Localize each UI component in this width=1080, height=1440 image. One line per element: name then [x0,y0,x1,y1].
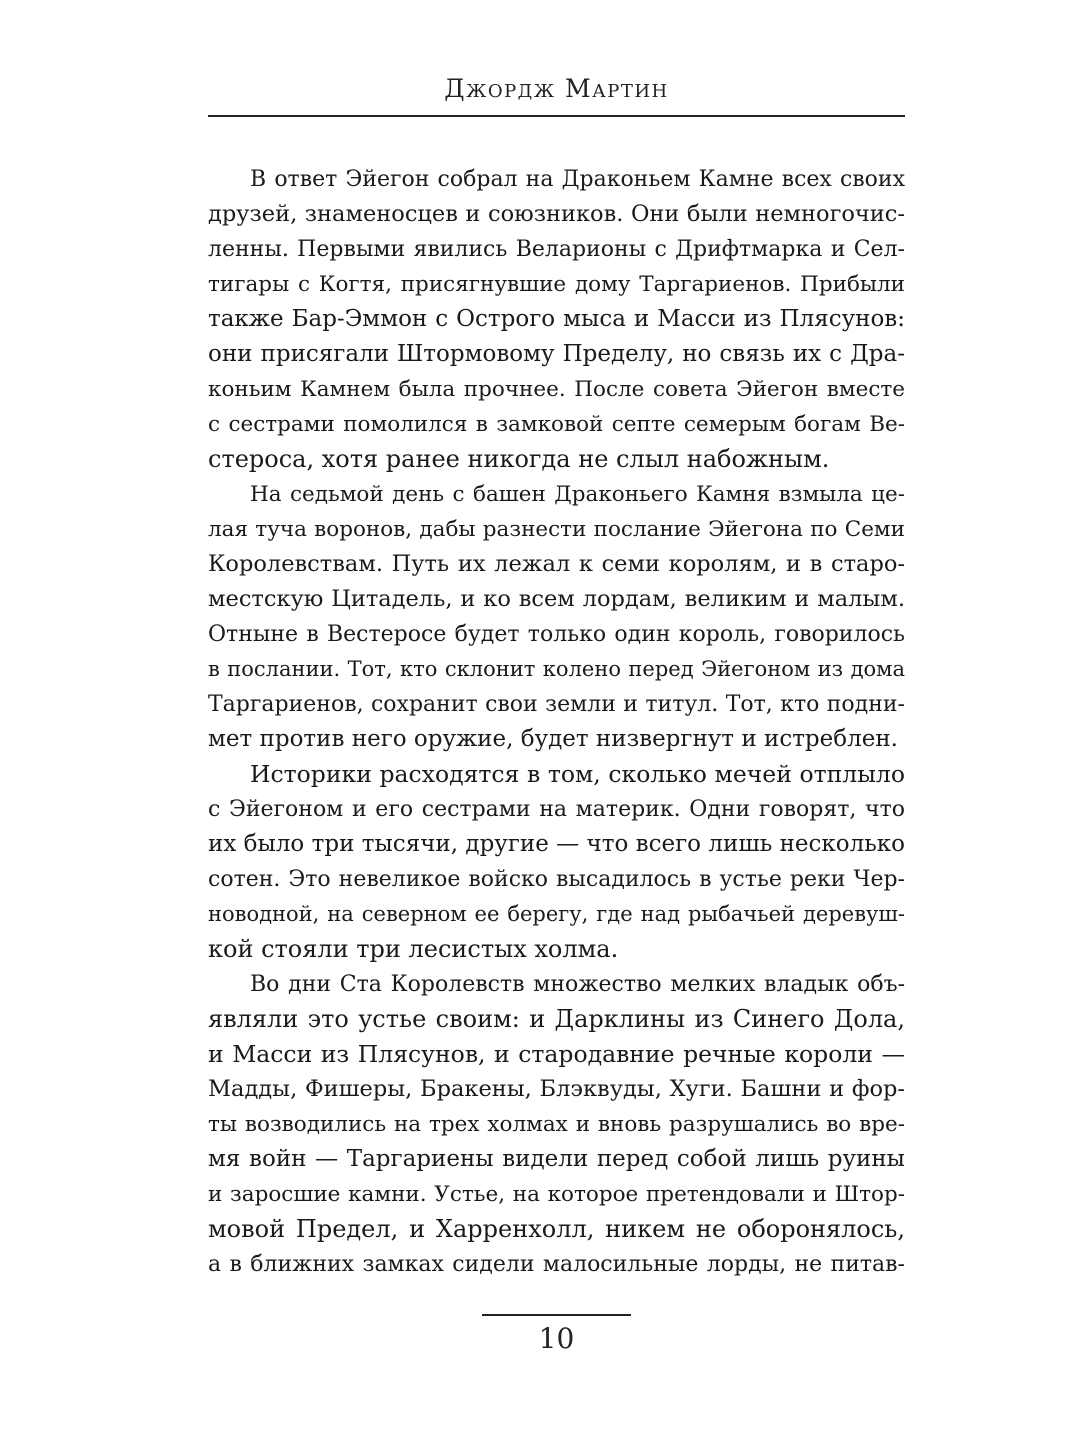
text-line: стероса, хотя ранее никогда не слыл набожным. [208,445,830,473]
text-line: новодной, на северном ее берегу, где над рыбачьей деревуш- [208,902,905,926]
text-line: с сестрами помолился в замковой септе семерым богам Ве- [208,412,905,437]
text-line: Королевствам. Путь их лежал к семи королям, и в старо- [208,551,905,577]
text-line: Мадды, Фишеры, Бракены, Блэквуды, Хуги. Башни и фор- [208,1076,905,1102]
text-line: мет против него оружие, будет низвергнут и истреблен. [208,726,898,752]
body-text [208,162,905,1282]
text-line: также Бар-Эммон с Острого мыса и Масси из Плясунов: [208,306,905,332]
text-line: Историки расходятся в том, сколько мечей отплыло [250,760,905,788]
text-line: мя войн — Таргариены видели перед собой лишь руины [208,1146,905,1172]
text-line: и заросшие камни. Устье, на которое претендовали и Штор- [208,1182,905,1207]
text-line: Отныне в Вестеросе будет только один король, говорилось [208,622,905,647]
text-line: кой стояли три лесистых холма. [208,935,619,963]
header-rule [208,115,905,117]
text-line: коньим Камнем была прочнее. После совета Эйегон вместе [208,377,905,402]
text-line: сотен. Это невеликое войско высадилось в устье реки Чер- [208,867,905,892]
text-line: лая туча воронов, дабы разнести послание Эйегона по Семи [208,517,905,542]
page-number: 10 [538,1322,575,1355]
text-line: в послании. Тот, кто склонит колено перед Эйегоном из дома [208,657,905,681]
text-line: ленны. Первыми явились Веларионы с Дрифтмарка и Сел- [208,237,905,262]
text-line: На седьмой день с башен Драконьего Камня взмыла це- [250,482,905,507]
text-line: друзей, знаменосцев и союзников. Они были немногочис- [208,201,905,227]
text-line: и Масси из Плясунов, и стародавние речные короли — [208,1040,905,1068]
text-line: тигары с Когтя, присягнувшие дому Таргариенов. Прибыли [208,272,905,297]
text-line: ты возводились на трех холмах и вновь разрушались во вре- [208,1112,905,1137]
text-line: их было три тысячи, другие — что всего лишь несколько [208,831,905,857]
text-line: являли это устье своим: и Дарклины из Синего Дола, [208,1005,905,1033]
footer-rule [482,1314,631,1316]
text-line: Во дни Ста Королевств множество мелких владык объ- [250,972,905,997]
text-line: В ответ Эйегон собрал на Драконьем Камне всех своих [250,167,905,192]
text-line: они присягали Штормовому Пределу, но связь их с Дра- [208,341,905,367]
text-line: Таргариенов, сохранит свои земли и титул. Тот, кто подни- [208,692,905,717]
text-line: местскую Цитадель, и ко всем лордам, великим и малым. [208,586,905,612]
text-line: с Эйегоном и его сестрами на материк. Одни говорят, что [208,797,905,822]
text-line: мовой Предел, и Харренхолл, никем не оборонялось, [208,1215,905,1243]
text-line: а в ближних замках сидели малосильные лорды, не питав- [208,1252,905,1277]
running-header-author: Джордж Мартин [444,74,669,103]
